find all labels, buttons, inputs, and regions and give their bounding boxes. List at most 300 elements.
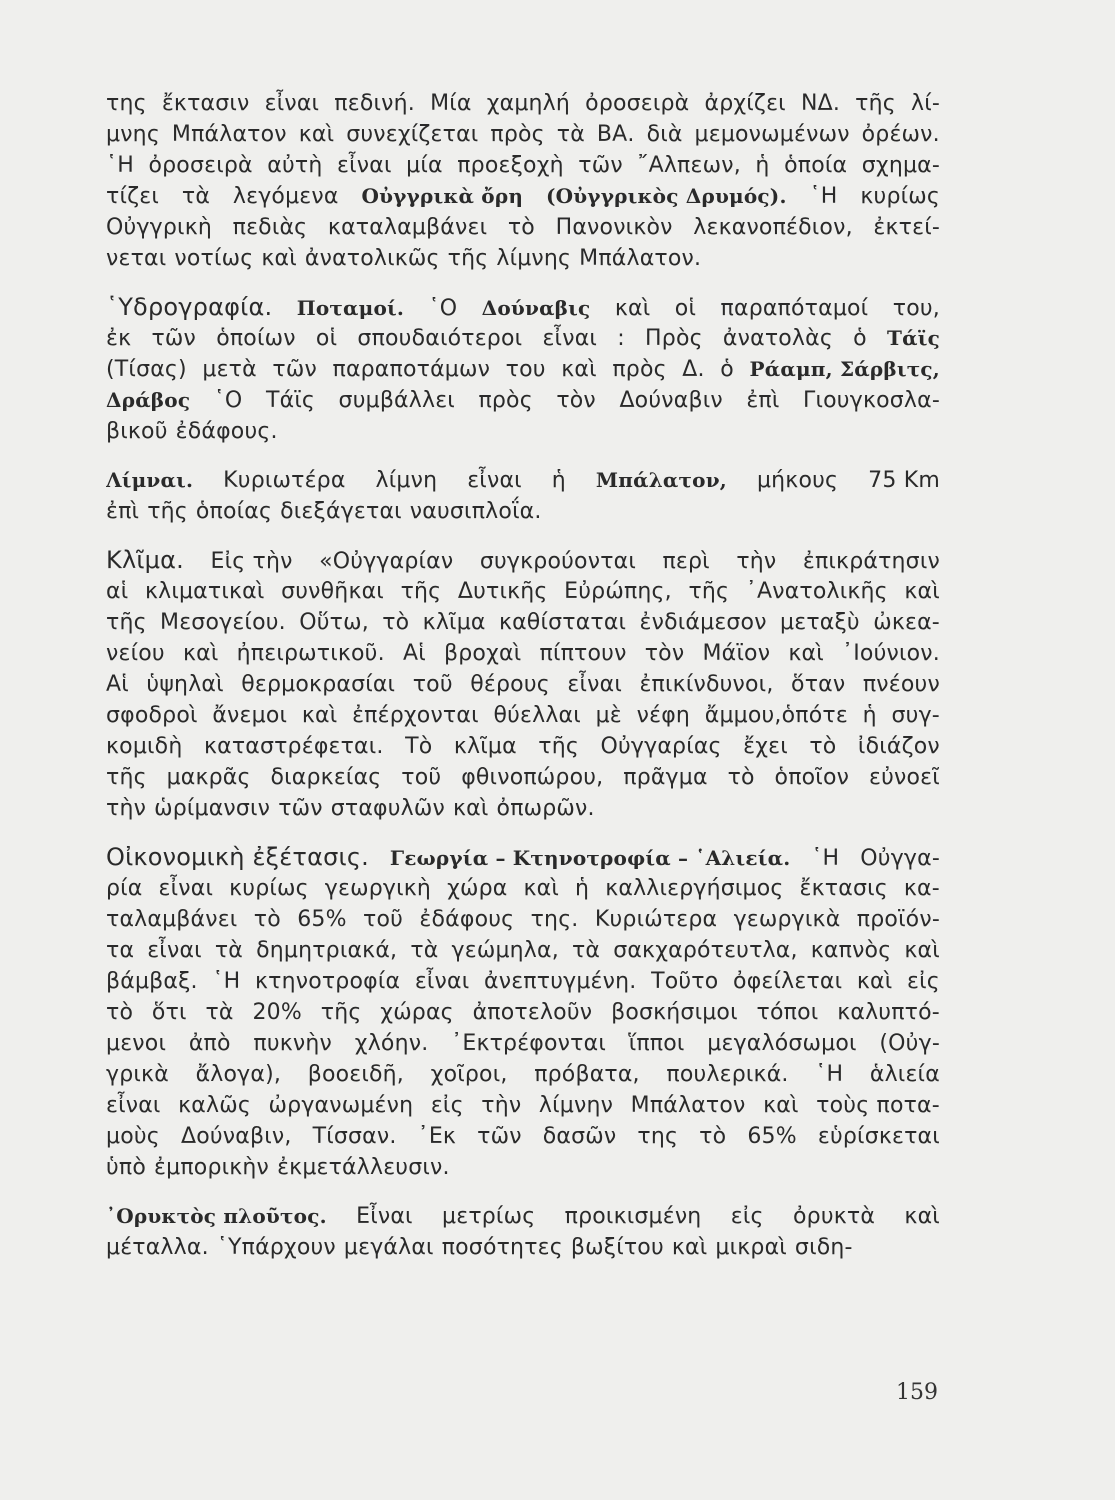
word: μέταλλα. — [106, 1235, 209, 1260]
word: ἀπὸ — [188, 1031, 231, 1056]
word: σακχαρότευτλα, — [613, 938, 798, 963]
word: τὸ — [382, 610, 410, 635]
word: πνέουν — [862, 672, 940, 697]
word: ὀρυκτὰ — [793, 1204, 876, 1229]
word: πίπτουν — [539, 641, 627, 666]
word: καὶ — [904, 1204, 940, 1229]
text-line — [106, 607, 940, 638]
word: ῾Η — [809, 184, 838, 209]
word: εἶναι — [158, 876, 214, 901]
word: ρία — [106, 876, 143, 901]
bold-term: Ράαμπ, Σάρβιτς, — [749, 357, 940, 381]
word: εἶναι — [567, 672, 622, 697]
text-line — [106, 181, 940, 212]
word: μικραὶ — [715, 1235, 787, 1260]
word: ἐδάφους — [419, 907, 515, 932]
word: τὰ — [205, 1000, 234, 1025]
word: καταλαμβάνει — [327, 215, 488, 240]
word: γεωργικὴ — [324, 876, 432, 901]
text-line — [106, 119, 940, 150]
section-heading: Κλῖμα. — [106, 546, 184, 574]
word: Μπάλατον. — [579, 246, 702, 271]
text-line — [106, 904, 940, 935]
word: βικοῦ — [106, 419, 168, 444]
word: τῶν — [151, 326, 197, 351]
word: ὁ — [853, 326, 867, 351]
word: μὲ — [595, 703, 622, 728]
word: Πρὸς — [645, 326, 703, 351]
word: λί- — [910, 91, 940, 116]
text-line — [106, 545, 940, 576]
word: τοῦ — [401, 765, 442, 790]
text-line — [106, 1090, 940, 1121]
word: ἰδιάζον — [857, 734, 940, 759]
word: ἐπὶ — [746, 388, 780, 413]
word: τὸ — [507, 215, 535, 240]
word: ὀφείλεται — [733, 969, 843, 994]
text-line — [106, 935, 940, 966]
text-line — [106, 576, 940, 607]
word: χώρα — [447, 876, 508, 901]
word: τῆς — [320, 1000, 362, 1025]
word: καὶ — [788, 641, 824, 666]
word: εἶναι — [147, 938, 202, 963]
word: γεωργικὰ — [733, 907, 841, 932]
word: χλόην. — [354, 1031, 429, 1056]
word: καλῶς — [178, 1093, 251, 1118]
word: μνης — [106, 122, 160, 147]
bold-term: Δράβος — [106, 388, 191, 412]
word: ᾿Εκτρέφονται — [451, 1031, 606, 1056]
word: θερμοκρασίαι — [241, 672, 396, 697]
text-line — [106, 842, 940, 873]
word: ὀροσειρὰ — [585, 91, 690, 116]
word: κτηνοτροφία — [254, 969, 401, 994]
word: πυκνὴν — [253, 1031, 333, 1056]
word: καλυπτό- — [837, 1000, 940, 1025]
word: τῶν — [278, 796, 323, 821]
word: δασῶν — [542, 1124, 617, 1149]
word: Κυριωτέρα — [223, 468, 346, 493]
word: ἀνεπτυγμένη. — [484, 969, 637, 994]
word: μεγάλαι — [343, 1235, 434, 1260]
text-line — [106, 354, 940, 385]
word: μετρίως — [442, 1204, 536, 1229]
text-line — [106, 793, 940, 824]
word: τὰ — [410, 938, 439, 963]
word: κυρίως — [860, 184, 940, 209]
word: προϊόν- — [856, 907, 940, 932]
word: καὶ — [904, 579, 940, 604]
word: εἰς — [730, 1204, 764, 1229]
word: Αἱ — [106, 672, 129, 697]
word: μενοι — [106, 1031, 167, 1056]
word: : — [617, 326, 625, 351]
word: πρᾶγμα — [623, 765, 708, 790]
word: κλῖμα — [422, 610, 486, 635]
climate-paragraph — [106, 545, 940, 824]
bold-term: Μπάλατον, — [595, 468, 727, 492]
bold-term: ᾿Ορυκτὸς πλοῦτος. — [106, 1204, 327, 1228]
word: ὅτι — [151, 1000, 187, 1025]
text-line — [106, 323, 940, 354]
word: δημητριακά, — [256, 938, 398, 963]
word: τῆς — [688, 579, 730, 604]
geography-paragraph — [106, 88, 940, 274]
word: «Οὐγγαρίαν — [319, 549, 454, 574]
word: καθίσταται — [498, 610, 627, 635]
word: λίμνης — [496, 246, 572, 271]
word: 65% — [747, 1124, 797, 1149]
word: ὁ — [720, 357, 734, 382]
word: Τὸ — [405, 734, 433, 759]
word: Μία — [430, 91, 472, 116]
word: ἔκτασιν — [161, 91, 250, 116]
word: πρὸς — [612, 357, 667, 382]
word: τὸν — [556, 388, 596, 413]
word: ῎Αλπεων, — [637, 153, 741, 178]
text-line — [106, 465, 940, 496]
word: χώρας — [380, 1000, 454, 1025]
word: οἱ — [674, 296, 697, 321]
word: ποσότητες — [441, 1235, 563, 1260]
word: (Οὐγ- — [879, 1031, 940, 1056]
word: Μεσογείου. — [160, 610, 286, 635]
minerals-paragraph — [106, 1201, 940, 1263]
word: ὠκεα- — [873, 610, 940, 635]
word: λεγόμενα — [232, 184, 339, 209]
word: τοῦ — [363, 907, 404, 932]
word: βάμβαξ. — [106, 969, 198, 994]
word: Δούναβιν — [619, 388, 723, 413]
word: εἰς — [430, 1093, 464, 1118]
word: ἐνδιάμεσον — [639, 610, 767, 635]
word: ἔκτασις — [799, 876, 888, 901]
word: τὰ — [214, 938, 244, 963]
word: νεται — [106, 246, 167, 271]
word: συνθῆκαι — [281, 579, 384, 604]
word: αἱ — [106, 579, 129, 604]
word: ἐπὶ — [106, 499, 140, 524]
text-line — [106, 1121, 940, 1152]
word: Τοῦτο — [651, 969, 719, 994]
text-line — [106, 88, 940, 119]
word: τῆς — [538, 734, 579, 759]
word: ἐπέρχονται — [352, 703, 479, 728]
word: ἐδάφους. — [175, 419, 278, 444]
word: ὑπὸ — [106, 1155, 147, 1180]
text-line — [106, 731, 940, 762]
word: ὀροσειρὰ — [148, 153, 253, 178]
word: καὶ — [904, 938, 940, 963]
word: Γιουγκοσλα- — [803, 388, 940, 413]
word: ῾Η — [212, 969, 241, 994]
word: μεταξὺ — [780, 610, 860, 635]
word: τὰ — [571, 938, 601, 963]
word: τῆς — [106, 610, 147, 635]
word: κλιματικαὶ — [144, 579, 265, 604]
word: ῾Η — [811, 846, 840, 871]
word: νοτίως — [174, 246, 254, 271]
bold-term: Οὐγγρικὰ ὄρη — [361, 184, 524, 208]
word: Κυριώτερα — [594, 907, 718, 932]
word: γρικὰ — [106, 1062, 169, 1087]
word: εἶναι — [106, 1093, 161, 1118]
word: τα — [106, 938, 135, 963]
word: γεώμηλα, — [451, 938, 559, 963]
word: συμβάλλει — [338, 388, 455, 413]
word: ἄμμου,ὁπότε — [704, 703, 848, 728]
word: τῆς — [447, 246, 489, 271]
word: βοσκήσιμοι — [611, 1000, 738, 1025]
text-line — [106, 243, 940, 274]
word: καὶ — [856, 969, 893, 994]
text-line — [106, 1152, 940, 1183]
bold-term: Γεωργία – Κτηνοτροφία – ῾Αλιεία. — [389, 846, 791, 870]
bold-term: Λίμναι. — [106, 468, 194, 492]
text-line — [106, 700, 940, 731]
text-line — [106, 762, 940, 793]
hydrography-paragraph — [106, 292, 940, 447]
word: Οὐγγαρίας — [600, 734, 722, 759]
word: 65% — [297, 907, 347, 932]
word: της. — [530, 907, 579, 932]
word: τῶν — [477, 1124, 522, 1149]
word: της — [106, 91, 147, 116]
word: βωξίτου — [570, 1235, 664, 1260]
word: τὰ — [181, 184, 211, 209]
word: Μπάλατον — [630, 1093, 746, 1118]
word: τῶν — [578, 153, 623, 178]
word: ᾿Ιούνιον. — [842, 641, 940, 666]
word: τὸ — [727, 765, 755, 790]
word: ᾿Ανατολικῆς — [745, 579, 888, 604]
word: τὴν — [106, 796, 147, 821]
text-line — [106, 669, 940, 700]
word: Μάϊον — [702, 641, 771, 666]
word: ὁποία — [784, 153, 848, 178]
word: τὸ — [809, 734, 837, 759]
word: (Τίσας) — [106, 357, 187, 382]
word: τὸ — [106, 1000, 134, 1025]
word: 75 Km — [868, 468, 940, 493]
word: τίζει — [106, 184, 159, 209]
word: περὶ — [662, 549, 710, 574]
word: μετὰ — [202, 357, 257, 382]
word: Τάϊς — [265, 388, 316, 413]
word: ἡ — [575, 876, 590, 901]
section-heading: Οἰκονομικὴ ἐξέτασις. — [106, 843, 369, 871]
word: ὑψηλαὶ — [146, 672, 224, 697]
word: τῆς — [400, 579, 442, 604]
word: ἐπικίνδυνοι, — [639, 672, 774, 697]
word: ὁποῖον — [774, 765, 850, 790]
text-line — [106, 997, 940, 1028]
word: τῆς — [855, 91, 896, 116]
word: μακρᾶς — [166, 765, 251, 790]
bold-term: (Οὐγγρικὸς Δρυμός). — [545, 184, 787, 208]
word: φθινοπώρου, — [461, 765, 604, 790]
word: καὶ — [561, 357, 597, 382]
word: καὶ — [453, 796, 489, 821]
text-line — [106, 212, 940, 243]
word: καὶ — [182, 641, 219, 666]
word: ἀποτελοῦν — [472, 1000, 593, 1025]
bold-term: Δούναβις — [481, 296, 591, 320]
word: πεδιὰς — [232, 215, 308, 240]
word: ἄνεμοι — [212, 703, 288, 728]
word: τοῦ — [412, 672, 453, 697]
page-text — [106, 88, 940, 1263]
word: σχημα- — [861, 153, 940, 178]
word: καλλιεργήσιμος — [605, 876, 784, 901]
word: ΝΔ. — [800, 91, 841, 116]
word: Αἱ — [402, 641, 426, 666]
word: μεμονωμένων — [694, 122, 850, 147]
word: θύελλαι — [493, 703, 581, 728]
word: εἶναι — [467, 468, 522, 493]
word: σταφυλῶν — [330, 796, 446, 821]
word: ὀρέων. — [861, 122, 940, 147]
word: βροχαὶ — [444, 641, 522, 666]
word: Τίσσαν. — [312, 1124, 397, 1149]
word: κα- — [903, 876, 940, 901]
text-line — [106, 1059, 940, 1090]
word: Πανονικὸν — [555, 215, 673, 240]
word: ἐκτεί- — [873, 215, 940, 240]
word: ῾Η — [815, 1062, 844, 1087]
word: καταστρέφεται. — [203, 734, 384, 759]
word: τῶν — [272, 357, 317, 382]
word: κομιδὴ — [106, 734, 183, 759]
word: θέρους — [470, 672, 550, 697]
word: εὑρίσκεται — [817, 1124, 940, 1149]
word: ἁλιεία — [869, 1062, 940, 1087]
word: Οὐγγρικὴ — [106, 215, 213, 240]
word: Δυτικῆς — [457, 579, 548, 604]
word: τόποι — [756, 1000, 819, 1025]
word: ΒΑ. — [596, 122, 635, 147]
word: του, — [892, 296, 940, 321]
word: ὁποίας — [195, 499, 273, 524]
bold-term: Τάϊς — [887, 326, 940, 350]
text-line — [106, 638, 940, 669]
word: της — [637, 1124, 679, 1149]
word: καὶ — [261, 246, 297, 271]
word: καὶ — [763, 1093, 799, 1118]
word: 20% — [252, 1000, 302, 1025]
word: ἐκ — [106, 326, 132, 351]
word: καὶ — [298, 122, 335, 147]
page-number: 159 — [896, 1380, 938, 1405]
word: τὴν — [736, 549, 777, 574]
word: σπουδαιότεροι — [357, 326, 523, 351]
word: μήκους — [756, 468, 839, 493]
word: Μπάλατον — [171, 122, 287, 147]
word: τὸ — [253, 907, 281, 932]
word: διὰ — [646, 122, 683, 147]
word: Δούναβιν, — [180, 1124, 292, 1149]
text-line — [106, 385, 940, 416]
word: αὐτὴ — [267, 153, 323, 178]
text-line — [106, 966, 940, 997]
word: Εἶναι — [356, 1204, 413, 1229]
word: καὶ — [301, 703, 338, 728]
word: τῆς — [106, 765, 147, 790]
word: παραποτάμων — [332, 357, 491, 382]
word: Εἰς τὴν — [210, 549, 293, 574]
word: ἡ — [755, 153, 770, 178]
word: νέφη — [636, 703, 691, 728]
word: εἰς — [907, 969, 940, 994]
word: ὠργανωμένη — [268, 1093, 414, 1118]
word: καὶ — [614, 296, 651, 321]
word: εἶναι — [337, 153, 392, 178]
word: μεγαλόσωμοι — [707, 1031, 857, 1056]
word: προεξοχὴ — [457, 153, 564, 178]
word: κυρίως — [229, 876, 309, 901]
word: πρὸς — [478, 388, 533, 413]
word: συνεχίζεται — [346, 122, 479, 147]
word: ἠπειρωτικοῦ. — [236, 641, 385, 666]
word: τὸν — [644, 641, 685, 666]
text-line — [106, 496, 940, 527]
word: ἵπποι — [628, 1031, 685, 1056]
word: πεδινή. — [334, 91, 415, 116]
word: ἄλογα), — [195, 1062, 282, 1087]
word: ἀνατολὰς — [722, 326, 833, 351]
word: σιδη- — [794, 1235, 853, 1260]
word: προικισμένη — [564, 1204, 702, 1229]
text-line — [106, 1028, 940, 1059]
word: ῾Η — [106, 153, 134, 178]
word: ἐκμετάλλευσιν. — [277, 1155, 450, 1180]
word: καὶ — [523, 876, 560, 901]
word: ὀπωρῶν. — [496, 796, 595, 821]
word: ἡ — [862, 703, 877, 728]
text-line — [106, 292, 940, 323]
word: σφοδροὶ — [106, 703, 198, 728]
word: Οὕτω, — [299, 610, 369, 635]
word: χοῖροι, — [430, 1062, 508, 1087]
economy-paragraph — [106, 842, 940, 1183]
word: ῾Υπάρχουν — [216, 1235, 336, 1260]
text-line — [106, 1201, 940, 1232]
bold-term: Ποταμοί. — [296, 296, 405, 320]
word: ἐμπορικὴν — [154, 1155, 270, 1180]
text-line — [106, 873, 940, 904]
text-line — [106, 150, 940, 181]
word: ναυσιπλοΐα. — [409, 499, 542, 524]
word: εἶναι — [414, 969, 470, 994]
word: ῾Ο — [213, 388, 243, 413]
word: λίμνην — [538, 1093, 614, 1118]
word: πρόβατα, — [534, 1062, 640, 1087]
word: κλῖμα — [453, 734, 517, 759]
word: ταλαμβάνει — [106, 907, 238, 932]
word: συγκρούονται — [479, 549, 636, 574]
word: Οὐγγα- — [860, 846, 940, 871]
word: ὡρίμανσιν — [154, 796, 271, 821]
word: μία — [406, 153, 443, 178]
word: Δ. — [682, 357, 705, 382]
word: εὐνοεῖ — [868, 765, 940, 790]
word: παραπόταμοί — [720, 296, 869, 321]
word: ῾Ο — [428, 296, 458, 321]
word: λίμνη — [375, 468, 438, 493]
word: ἐπικράτησιν — [802, 549, 940, 574]
word: τῆς — [147, 499, 188, 524]
